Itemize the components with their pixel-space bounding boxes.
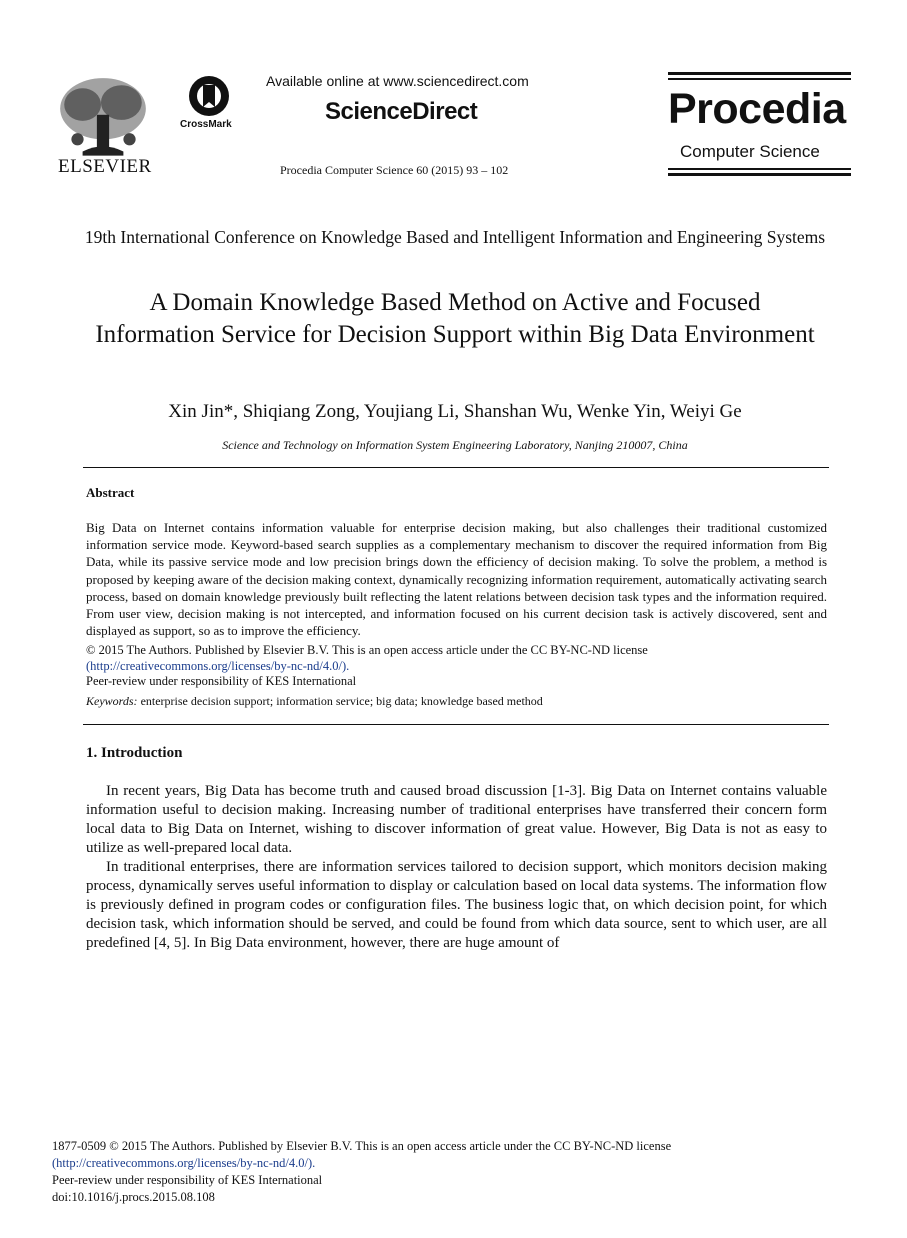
logo-rule <box>668 168 851 170</box>
procedia-journal-logo <box>668 72 851 176</box>
available-online-text: Available online at www.sciencedirect.com <box>266 73 529 89</box>
crossmark-label: CrossMark <box>180 119 232 130</box>
keywords-list: enterprise decision support; information service; big data; knowledge based method <box>140 694 543 708</box>
conference-name: 19th International Conference on Knowledge Based and Intelligent Information and Engineering Systems <box>84 227 826 247</box>
section-heading: 1. Introduction <box>86 745 183 761</box>
divider <box>83 467 829 468</box>
journal-subtitle: Computer Science <box>680 142 820 161</box>
footer-license-link[interactable]: (http://creativecommons.org/licenses/by-nc-nd/4.0/). <box>52 1156 316 1170</box>
doi[interactable]: doi:10.1016/j.procs.2015.08.108 <box>52 1190 215 1204</box>
affiliation: Science and Technology on Information System Engineering Laboratory, Nanjing 210007, China <box>222 438 688 452</box>
peer-review-line: Peer-review under responsibility of KES International <box>86 674 357 688</box>
journal-citation: Procedia Computer Science 60 (2015) 93 – 102 <box>280 163 509 177</box>
copyright-line: © 2015 The Authors. Published by Elsevier B.V. This is an open access article under the CC BY-NC-ND license <box>86 643 648 657</box>
footer <box>52 1138 812 1206</box>
logo-rule <box>668 173 851 176</box>
divider <box>83 724 829 725</box>
logo-rule <box>668 72 851 75</box>
keywords-label: Keywords: <box>86 694 138 708</box>
introduction-body <box>86 782 827 953</box>
license-link[interactable]: (http://creativecommons.org/licenses/by-nc-nd/4.0/). <box>86 658 350 673</box>
author-list: Xin Jin*, Shiqiang Zong, Youjiang Li, Shanshan Wu, Wenke Yin, Weiyi Ge <box>168 401 742 422</box>
abstract-heading: Abstract <box>86 485 135 500</box>
issn-line: 1877-0509 © 2015 The Authors. Published by Elsevier B.V. This is an open access article under the CC BY-NC-ND license <box>52 1139 672 1153</box>
copyright-notice <box>86 643 827 690</box>
journal-title: Procedia <box>668 85 846 133</box>
paragraph: In traditional enterprises, there are information services tailored to decision support, which monitors decision making process, dynamically serves useful information to display or calculation based on local data systems. The information flow is previously defined in program codes or configuration files. The business logic that, on which decision point, for which decision task, which information should be served, and could be found from which data source, sent to which user, are all predefined [4, 5]. In Big Data environment, however, there are huge amount of <box>86 859 827 951</box>
publisher-name: ELSEVIER <box>58 156 152 177</box>
keywords <box>86 694 543 709</box>
paper-title: A Domain Knowledge Based Method on Active and Focused Information Service for Decision Support within Big Data Environment <box>95 289 815 348</box>
logo-rule <box>668 78 851 80</box>
sciencedirect-logo-text[interactable]: ScienceDirect <box>325 98 478 125</box>
abstract-body: Big Data on Internet contains information valuable for enterprise decision making, but also challenges their traditional customized information service mode. Keyword-based search supplies as a complementary mechanism to discover the required information from Big Data, while its passive service mode and low precision brings down the efficiency of decision making. To solve the problem, a method is proposed by keeping aware of the decision making context, dynamically recognizing information requirement, automatically activating search process, based on domain knowledge previously built reflecting the latent relations between decision task types and the information required. From user view, decision making is not intercepted, and information focused on his current decision task is actively discovered, sent and displayed as support, so as to improve the efficiency. <box>86 520 827 639</box>
paragraph: In recent years, Big Data has become truth and caused broad discussion [1-3]. Big Data on Internet contains valuable information useful to decision making. Increasing number of traditional enterprises have transferred their concern form local data to Big Data on Internet, wishing to discover information of great value. However, Big Data is not as easy to utilize as well-prepared local data. <box>86 783 827 856</box>
footer-peer-review: Peer-review under responsibility of KES International <box>52 1173 323 1187</box>
